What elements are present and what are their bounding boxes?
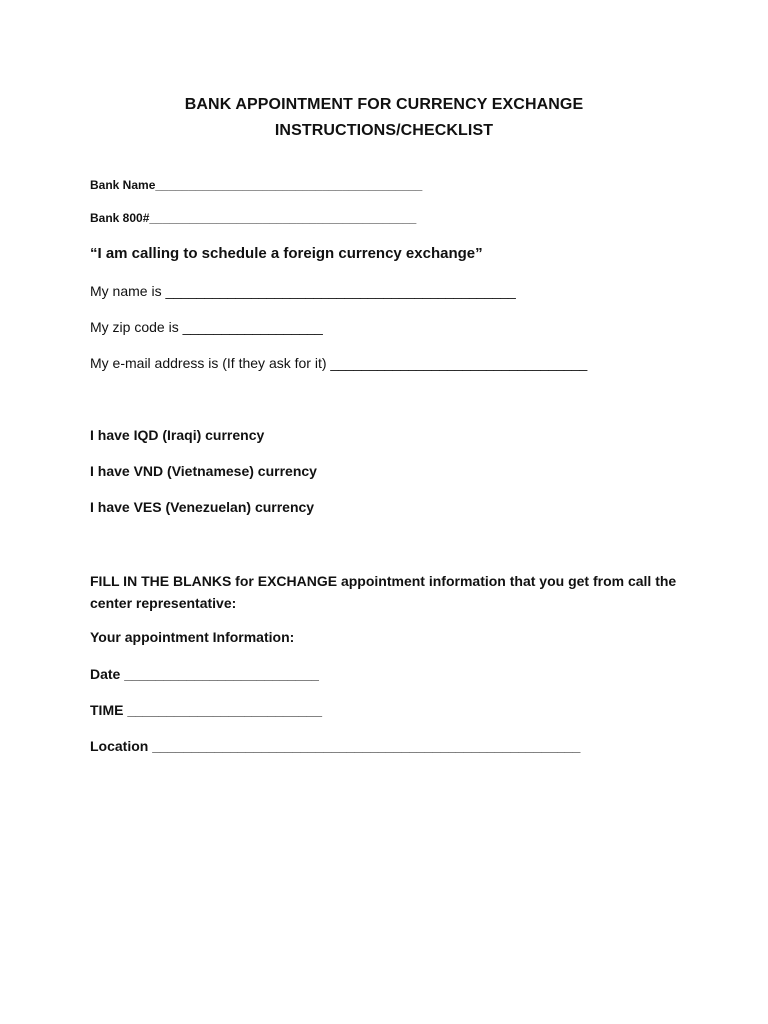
currency-iqd-line: I have IQD (Iraqi) currency [90,427,265,443]
location-field: Location _______________________________________________________ [90,738,581,754]
bank-800-field: Bank 800#________________________________________ [90,211,417,225]
my-name-field: My name is _____________________________________________ [90,283,516,299]
time-field: TIME _________________________ [90,702,322,718]
appointment-info-heading: Your appointment Information: [90,629,295,645]
bank-name-field: Bank Name________________________________________ [90,178,423,192]
zip-code-field: My zip code is __________________ [90,319,323,335]
currency-vnd-line: I have VND (Vietnamese) currency [90,463,317,479]
document-title-line2: INSTRUCTIONS/CHECKLIST [274,122,494,139]
fill-blanks-instruction: FILL IN THE BLANKS for EXCHANGE appointment information that you get from call the center representative: [90,573,677,611]
currency-ves-line: I have VES (Venezuelan) currency [90,499,315,515]
call-script-quote: “I am calling to schedule a foreign currency exchange” [90,245,483,262]
date-field: Date _________________________ [90,666,319,682]
email-field: My e-mail address is (If they ask for it) _________________________________ [90,355,588,371]
document-title-line1: BANK APPOINTMENT FOR CURRENCY EXCHANGE [184,96,584,113]
